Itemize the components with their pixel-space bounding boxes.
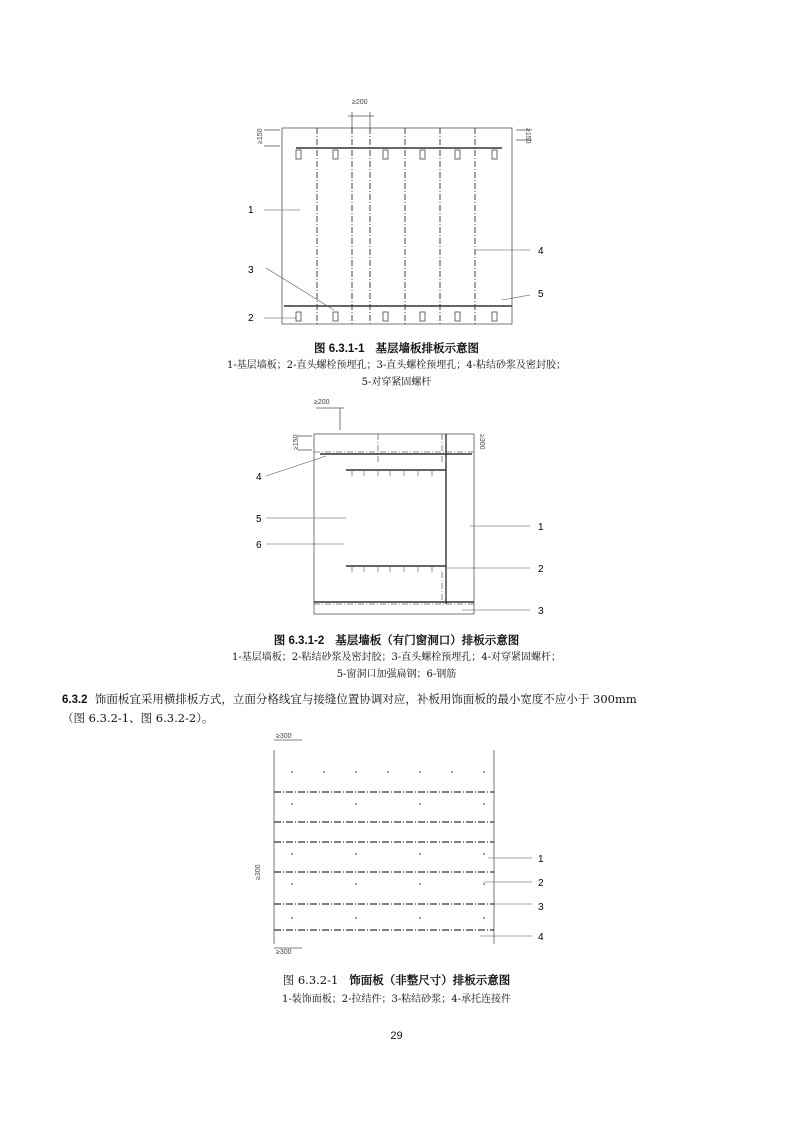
figure-3-drawing bbox=[240, 732, 560, 957]
fig2-callout-1: 1 bbox=[538, 522, 544, 533]
fig2-callout-4: 4 bbox=[256, 472, 262, 483]
fig2-callout-3: 3 bbox=[538, 606, 544, 617]
figure-3-legend-line-1: 1-装饰面板；2-拉结件；3-粘结砂浆；4-承托连接件 bbox=[282, 994, 511, 1005]
fig2-callout-2: 2 bbox=[538, 564, 544, 575]
figure-3-number: 图 6.3.2-1 bbox=[282, 973, 339, 987]
fig3-callout-2: 2 bbox=[538, 878, 544, 889]
figure-2-legend-line-2: 5-窗洞口加强扁钢；6-钢筋 bbox=[336, 669, 457, 680]
clause-text-continued: （图 6.3.2-1、图 6.3.2-2）。 bbox=[62, 711, 214, 725]
fig3-callout-4: 4 bbox=[538, 932, 544, 943]
figure-1-caption bbox=[0, 340, 793, 356]
figure-1-number: 图 6.3.1-1 bbox=[314, 343, 365, 355]
fig2-dim-top: ≥200 bbox=[314, 399, 330, 406]
fig1-callout-4: 4 bbox=[538, 246, 544, 257]
wall-panel-area bbox=[314, 434, 474, 614]
figure-1-drawing bbox=[240, 90, 560, 335]
figure-2-caption bbox=[0, 632, 793, 648]
figure-3-title: 饰面板（非整尺寸）排板示意图 bbox=[349, 975, 511, 987]
fig1-callout-1: 1 bbox=[248, 205, 254, 216]
fig1-dim-left: ≥150 bbox=[257, 128, 264, 144]
clause-6-3-2 bbox=[62, 690, 742, 710]
fig2-dim-left: ≥150 bbox=[293, 434, 300, 450]
fig1-dim-top: ≥200 bbox=[352, 99, 368, 106]
figure-1-legend-line-1: 1-基层墙板；2-直头螺栓预埋孔；3-直头螺栓预埋孔；4-粘结砂浆及密封胶； bbox=[227, 360, 566, 371]
fig3-callout-1: 1 bbox=[538, 854, 544, 865]
figure-1-title: 基层墙板排板示意图 bbox=[375, 343, 479, 355]
figure-1-legend-line-2: 5-对穿紧固螺杆 bbox=[361, 377, 432, 388]
figure-2-drawing bbox=[240, 394, 560, 624]
fig1-callout-5: 5 bbox=[538, 289, 544, 300]
fig1-callout-3: 3 bbox=[248, 265, 254, 276]
page-number: 29 bbox=[390, 1030, 403, 1042]
fig3-callout-3: 3 bbox=[538, 902, 544, 913]
figure-3-caption bbox=[0, 972, 793, 988]
fig1-dim-right: ≥150 bbox=[524, 128, 531, 144]
clause-number: 6.3.2 bbox=[62, 694, 88, 706]
fig1-callout-2: 2 bbox=[248, 313, 254, 324]
clause-text: 饰面板宜采用横排板方式，立面分格线宜与接缝位置协调对应，补板用饰面板的最小宽度不应小于 300mm bbox=[94, 692, 637, 706]
fig2-dim-right: ≥300 bbox=[478, 434, 485, 450]
fig2-callout-5: 5 bbox=[256, 514, 262, 525]
fig3-dim-left: ≥300 bbox=[255, 864, 262, 880]
figure-2-legend-line-1: 1-基层墙板；2-粘结砂浆及密封胶；3-直头螺栓预埋孔；4-对穿紧固螺杆； bbox=[232, 652, 561, 663]
fig2-callout-6: 6 bbox=[256, 540, 262, 551]
fig3-dim-bottom: ≥300 bbox=[276, 949, 292, 956]
figure-2-number: 图 6.3.1-2 bbox=[273, 635, 325, 647]
figure-2-title: 基层墙板（有门窗洞口）排板示意图 bbox=[335, 635, 520, 647]
fig3-dim-top: ≥300 bbox=[276, 733, 292, 740]
